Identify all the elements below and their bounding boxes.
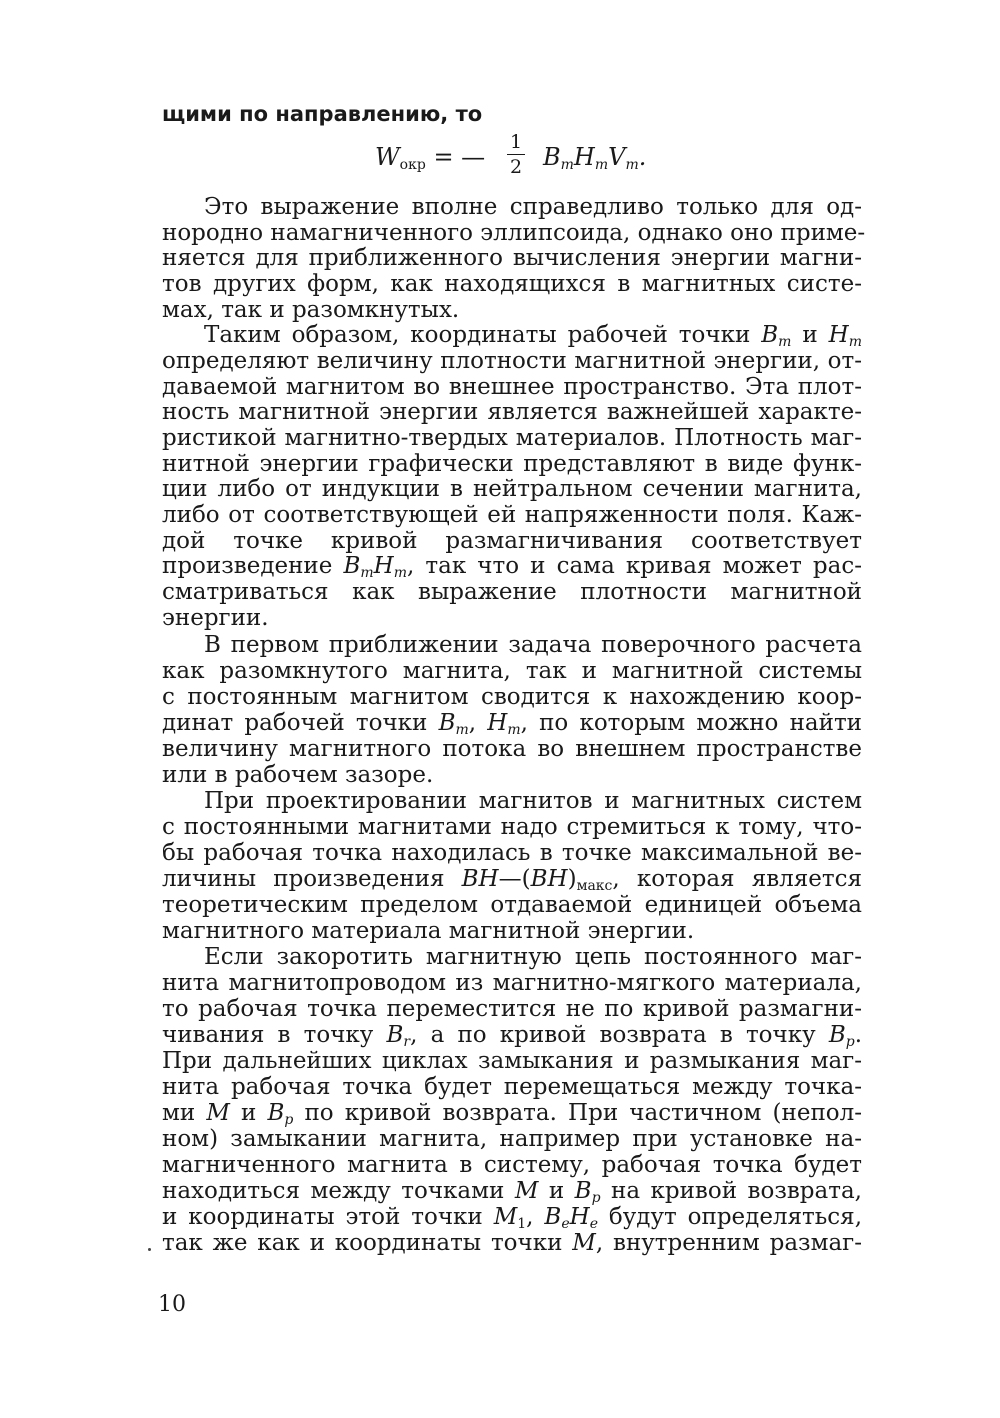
text-line: магнитного материала магнитной энергии. — [162, 918, 695, 944]
text-line: чивания в точку $B_r$, а по кривой возврата в точку $B_p$. — [162, 1022, 862, 1050]
text-line: няется для приближенного вычисления энергии магни- — [162, 245, 862, 271]
text-line: Это выражение вполне справедливо только для од- — [204, 194, 862, 220]
text-line: ми M и $B_p$ по кривой возврата. При частичном (непол- — [162, 1100, 863, 1128]
text-line: дой точке кривой размагничивания соответствует — [162, 528, 862, 554]
formula-fraction: 1 2 — [507, 131, 525, 178]
text-line: В первом приближении задача поверочного расчета — [204, 632, 862, 658]
text-line: нита магнитопроводом из магнитно-мягкого материала, — [162, 970, 862, 996]
text-line: с постоянным магнитом сводится к нахождению коор- — [162, 684, 862, 710]
text-line: и координаты этой точки $M_1$, $B_eH_e$ будут определяться, — [162, 1204, 862, 1232]
text-line: тов других форм, как находящихся в магнитных систе- — [162, 271, 862, 297]
text-line: мах, так и разомкнутых. — [162, 297, 460, 323]
text-line: бы рабочая точка находилась в точке максимальной ве- — [162, 840, 862, 866]
page-number: 10 — [158, 1292, 186, 1317]
text-line: ристикой магнитно-твердых материалов. Плотность маг- — [162, 425, 862, 451]
text-line: теоретическим пределом отдаваемой единицей объема — [162, 892, 862, 918]
text-line: либо от соответствующей ей напряженности поля. Каж- — [162, 502, 862, 528]
text-line: как разомкнутого магнита, так и магнитной системы — [162, 658, 862, 684]
text-line: определяют величину плотности магнитной энергии, от- — [162, 348, 862, 374]
text-line: величину магнитного потока во внешнем пространстве — [162, 736, 862, 762]
text-line: сматриваться как выражение плотности магнитной — [162, 579, 862, 605]
text-line: личины произведения $BH—(BH)_{макс}$, которая является — [162, 866, 863, 894]
energy-formula — [375, 131, 695, 181]
text-line: Если закоротить магнитную цепь постоянного маг- — [204, 944, 862, 970]
scan-speck — [148, 1248, 151, 1251]
text-line: динат рабочей точки $B_m$, $H_m$, по которым можно найти — [162, 710, 863, 738]
text-line: нитной энергии графически представляют в виде функ- — [162, 451, 862, 477]
lead-in-line: щими по направлению, то — [162, 102, 483, 126]
text-line: энергии. — [162, 605, 269, 631]
text-line: ции либо от индукции в нейтральном сечении магнита, — [162, 476, 862, 502]
text-line: произведение $B_mH_m$, так что и сама кривая может рас- — [162, 553, 862, 581]
text-line: с постоянными магнитами надо стремиться к тому, что- — [162, 814, 862, 840]
text-line: Таким образом, координаты рабочей точки $B_m$ и $H_m$ — [204, 322, 862, 350]
text-line: даваемой магнитом во внешнее пространство. Эта плот- — [162, 374, 862, 400]
text-line: так же как и координаты точки M, внутренним размаг- — [162, 1230, 862, 1256]
text-line: При дальнейших циклах замыкания и размыкания маг- — [162, 1048, 862, 1074]
text-line: При проектировании магнитов и магнитных систем — [204, 788, 862, 814]
text-line: ном) замыкании магнита, например при установке на- — [162, 1126, 862, 1152]
text-line: нородно намагниченного эллипсоида, однако оно приме- — [162, 220, 866, 246]
text-line: магниченного магнита в систему, рабочая точка будет — [162, 1152, 862, 1178]
text-line: или в рабочем зазоре. — [162, 762, 434, 788]
text-line: ность магнитной энергии является важнейшей характе- — [162, 399, 862, 425]
text-line: то рабочая точка переместится не по кривой размагни- — [162, 996, 862, 1022]
formula-lhs: $W_{окр}$ = — — [375, 143, 486, 173]
text-line: нита рабочая точка будет перемещаться между точка- — [162, 1074, 862, 1100]
formula-rhs: $B_mH_mV_m$. — [543, 143, 647, 173]
text-line: находиться между точками M и $B_p$ на кривой возврата, — [162, 1178, 862, 1206]
